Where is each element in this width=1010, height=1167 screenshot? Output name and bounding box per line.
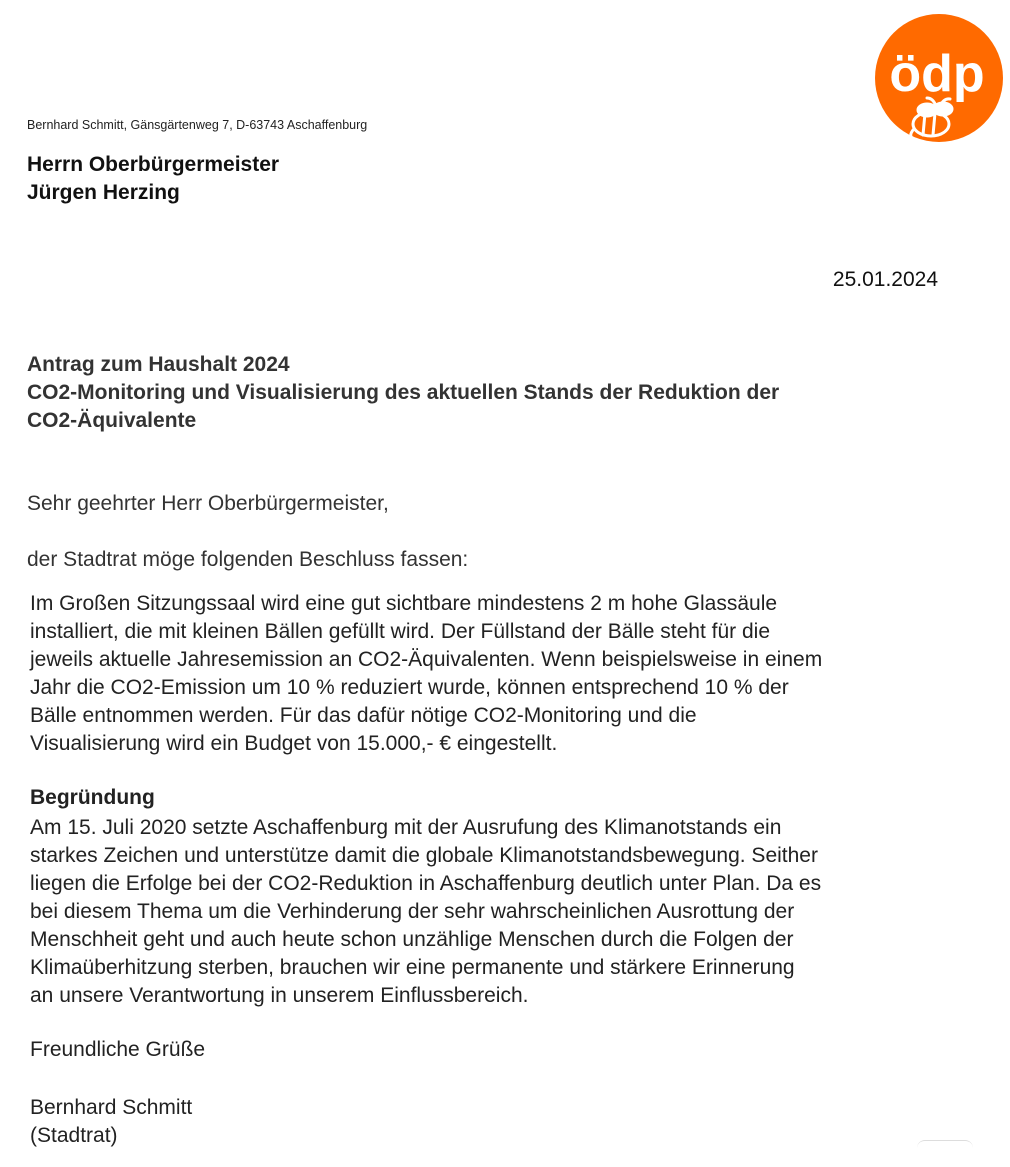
motion-intro: der Stadtrat möge folgenden Beschluss fassen: bbox=[27, 548, 469, 571]
logo-text: ödp bbox=[889, 45, 985, 103]
signer-role: (Stadtrat) bbox=[30, 1124, 118, 1147]
subject-line: CO2-Monitoring und Visualisierung des aktuellen Stands der Reduktion der bbox=[27, 381, 780, 404]
subject-line: Antrag zum Haushalt 2024 bbox=[27, 353, 290, 376]
motion-line: Jahr die CO2-Emission um 10 % reduziert wurde, können entsprechend 10 % der bbox=[30, 676, 789, 699]
motion-line: Visualisierung wird ein Budget von 15.000,- € eingestellt. bbox=[30, 732, 558, 755]
reason-text bbox=[30, 814, 970, 1010]
motion-line: Bälle entnommen werden. Für das dafür nötige CO2-Monitoring und die bbox=[30, 704, 697, 727]
subject-block bbox=[27, 351, 947, 435]
reason-line: bei diesem Thema um die Verhinderung der sehr wahrscheinlichen Ausrottung der bbox=[30, 900, 795, 923]
reason-line: Menschheit geht und auch heute schon unzählige Menschen durch die Folgen der bbox=[30, 928, 794, 951]
recipient-block bbox=[27, 151, 279, 207]
closing: Freundliche Grüße bbox=[30, 1038, 206, 1061]
signer-name: Bernhard Schmitt bbox=[30, 1096, 193, 1119]
oedp-logo-graphic bbox=[873, 14, 1005, 152]
reason-heading: Begründung bbox=[30, 786, 155, 809]
oedp-logo bbox=[873, 14, 1005, 152]
salutation: Sehr geehrter Herr Oberbürgermeister, bbox=[27, 492, 389, 515]
motion-line: installiert, die mit kleinen Bällen gefüllt wird. Der Füllstand der Bälle steht für die bbox=[30, 620, 771, 643]
motion-line: Im Großen Sitzungssaal wird eine gut sichtbare mindestens 2 m hohe Glassäule bbox=[30, 592, 778, 615]
motion-line: jeweils aktuelle Jahresemission an CO2-Äquivalenten. Wenn beispielsweise in einem bbox=[30, 648, 823, 671]
reason-line: an unsere Verantwortung in unserem Einflussbereich. bbox=[30, 984, 529, 1007]
letter-date: 25.01.2024 bbox=[832, 268, 938, 291]
reason-line: Am 15. Juli 2020 setzte Aschaffenburg mit der Ausrufung des Klimanotstands ein bbox=[30, 816, 782, 839]
motion-text bbox=[30, 590, 970, 758]
reason-line: Klimaüberhitzung sterben, brauchen wir eine permanente und stärkere Erinnerung bbox=[30, 956, 795, 979]
recipient-name: Jürgen Herzing bbox=[27, 181, 180, 204]
reason-line: starkes Zeichen und unterstütze damit die globale Klimanotstandsbewegung. Seither bbox=[30, 844, 818, 867]
page-corner-mark bbox=[917, 1140, 973, 1151]
recipient-title: Herrn Oberbürgermeister bbox=[27, 153, 280, 176]
signature-block bbox=[30, 1094, 192, 1150]
sender-address: Bernhard Schmitt, Gänsgärtenweg 7, D-63743 Aschaffenburg bbox=[27, 118, 368, 132]
subject-line: CO2-Äquivalente bbox=[27, 409, 197, 432]
reason-line: liegen die Erfolge bei der CO2-Reduktion in Aschaffenburg deutlich unter Plan. Da es bbox=[30, 872, 822, 895]
